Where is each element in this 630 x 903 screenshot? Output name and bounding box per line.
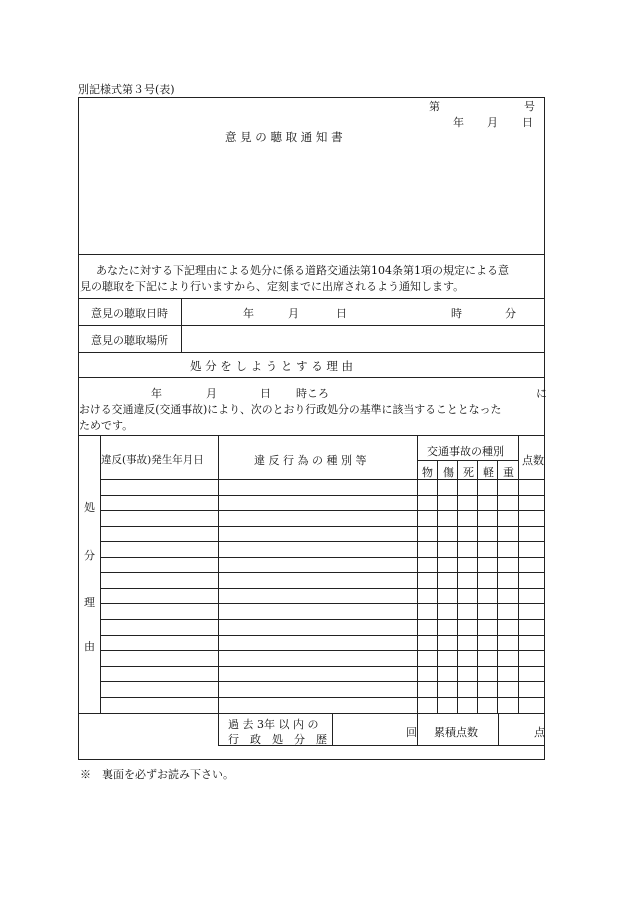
form-frame <box>78 97 545 760</box>
history-label-2: 行 政 処 分 歴 <box>228 733 327 746</box>
grid-hline <box>100 479 545 480</box>
history-times-unit: 回 <box>406 726 417 739</box>
grid-hline <box>100 557 545 558</box>
points-unit: 点 <box>534 726 545 739</box>
grid-vline <box>417 713 418 745</box>
grid-vline <box>100 435 101 713</box>
grid-hline <box>100 510 545 511</box>
issue-day: 日 <box>522 116 533 129</box>
reason-hour: 時ころ <box>296 387 329 400</box>
reason-ni: に <box>536 387 547 400</box>
reason-day: 日 <box>260 387 271 400</box>
col-points-header: 点数 <box>522 454 544 467</box>
reason-line-2: おける交通違反(交通事故)により、次のとおり行政処分の基準に該当することとなった <box>79 403 502 416</box>
number-suffix: 号 <box>524 100 535 113</box>
reason-heading: 処 分 を し よ う と す る 理 由 <box>190 359 354 373</box>
grid-hline <box>100 526 545 527</box>
issue-year: 年 <box>453 116 464 129</box>
side-char-4: 由 <box>84 640 95 653</box>
grid-hline <box>100 681 545 682</box>
hearing-hour: 時 <box>451 307 462 320</box>
grid-hline <box>100 635 545 636</box>
grid-vline <box>457 460 458 713</box>
document-title: 意 見 の 聴 取 通 知 書 <box>225 130 343 144</box>
grid-hline <box>100 619 545 620</box>
grid-vline <box>417 435 418 713</box>
back-note: ※ 裏面を必ずお読み下さい。 <box>80 768 234 781</box>
grid-hline <box>100 666 545 667</box>
reason-line-3: ためです。 <box>79 419 134 432</box>
hearing-datetime-label: 意見の聴取日時 <box>91 307 168 320</box>
notice-line-1: あなたに対する下記理由による処分に係る道路交通法第104条第1項の規定による意 <box>96 264 509 277</box>
hearing-month: 月 <box>288 307 299 320</box>
col-type-header: 違 反 行 為 の 種 別 等 <box>254 454 367 467</box>
grid-hline <box>100 650 545 651</box>
hearing-minute: 分 <box>505 307 516 320</box>
accident-sub-2: 傷 <box>443 466 454 479</box>
accident-sub-5: 重 <box>503 466 514 479</box>
side-char-1: 処 <box>84 501 95 514</box>
cumulative-points-label: 累積点数 <box>434 726 478 739</box>
history-label-1: 過 去 3年 以 内 の <box>228 718 319 731</box>
hearing-year: 年 <box>243 307 254 320</box>
accident-sub-4: 軽 <box>483 466 494 479</box>
side-char-3: 理 <box>84 596 95 609</box>
reason-month: 月 <box>206 387 217 400</box>
grid-hline <box>100 541 545 542</box>
hearing-day: 日 <box>336 307 347 320</box>
number-prefix: 第 <box>429 100 440 113</box>
grid-vline <box>477 460 478 713</box>
col-date-header: 違反(事故)発生年月日 <box>101 454 204 466</box>
accident-sub-3: 死 <box>463 466 474 479</box>
accident-sub-1: 物 <box>422 466 433 479</box>
grid-vline <box>497 460 498 713</box>
grid-vline <box>437 460 438 713</box>
form-label: 別記様式第３号(表) <box>78 83 175 96</box>
grid-hline <box>100 603 545 604</box>
side-char-2: 分 <box>84 549 95 562</box>
grid-hline <box>417 460 518 461</box>
grid-vline <box>332 713 333 745</box>
col-accident-header: 交通事故の種別 <box>427 445 504 458</box>
grid-vline <box>218 435 219 745</box>
grid-vline <box>518 435 519 713</box>
grid-hline <box>100 495 545 496</box>
grid-hline <box>100 588 545 589</box>
hearing-place-label: 意見の聴取場所 <box>91 334 168 347</box>
grid-hline <box>100 697 545 698</box>
reason-year: 年 <box>151 387 162 400</box>
grid-vline <box>498 713 499 745</box>
grid-hline <box>100 572 545 573</box>
notice-line-2: 見の聴取を下記により行いますから、定刻までに出席されるよう通知します。 <box>80 280 465 293</box>
issue-month: 月 <box>487 116 498 129</box>
grid-hline <box>78 713 545 714</box>
